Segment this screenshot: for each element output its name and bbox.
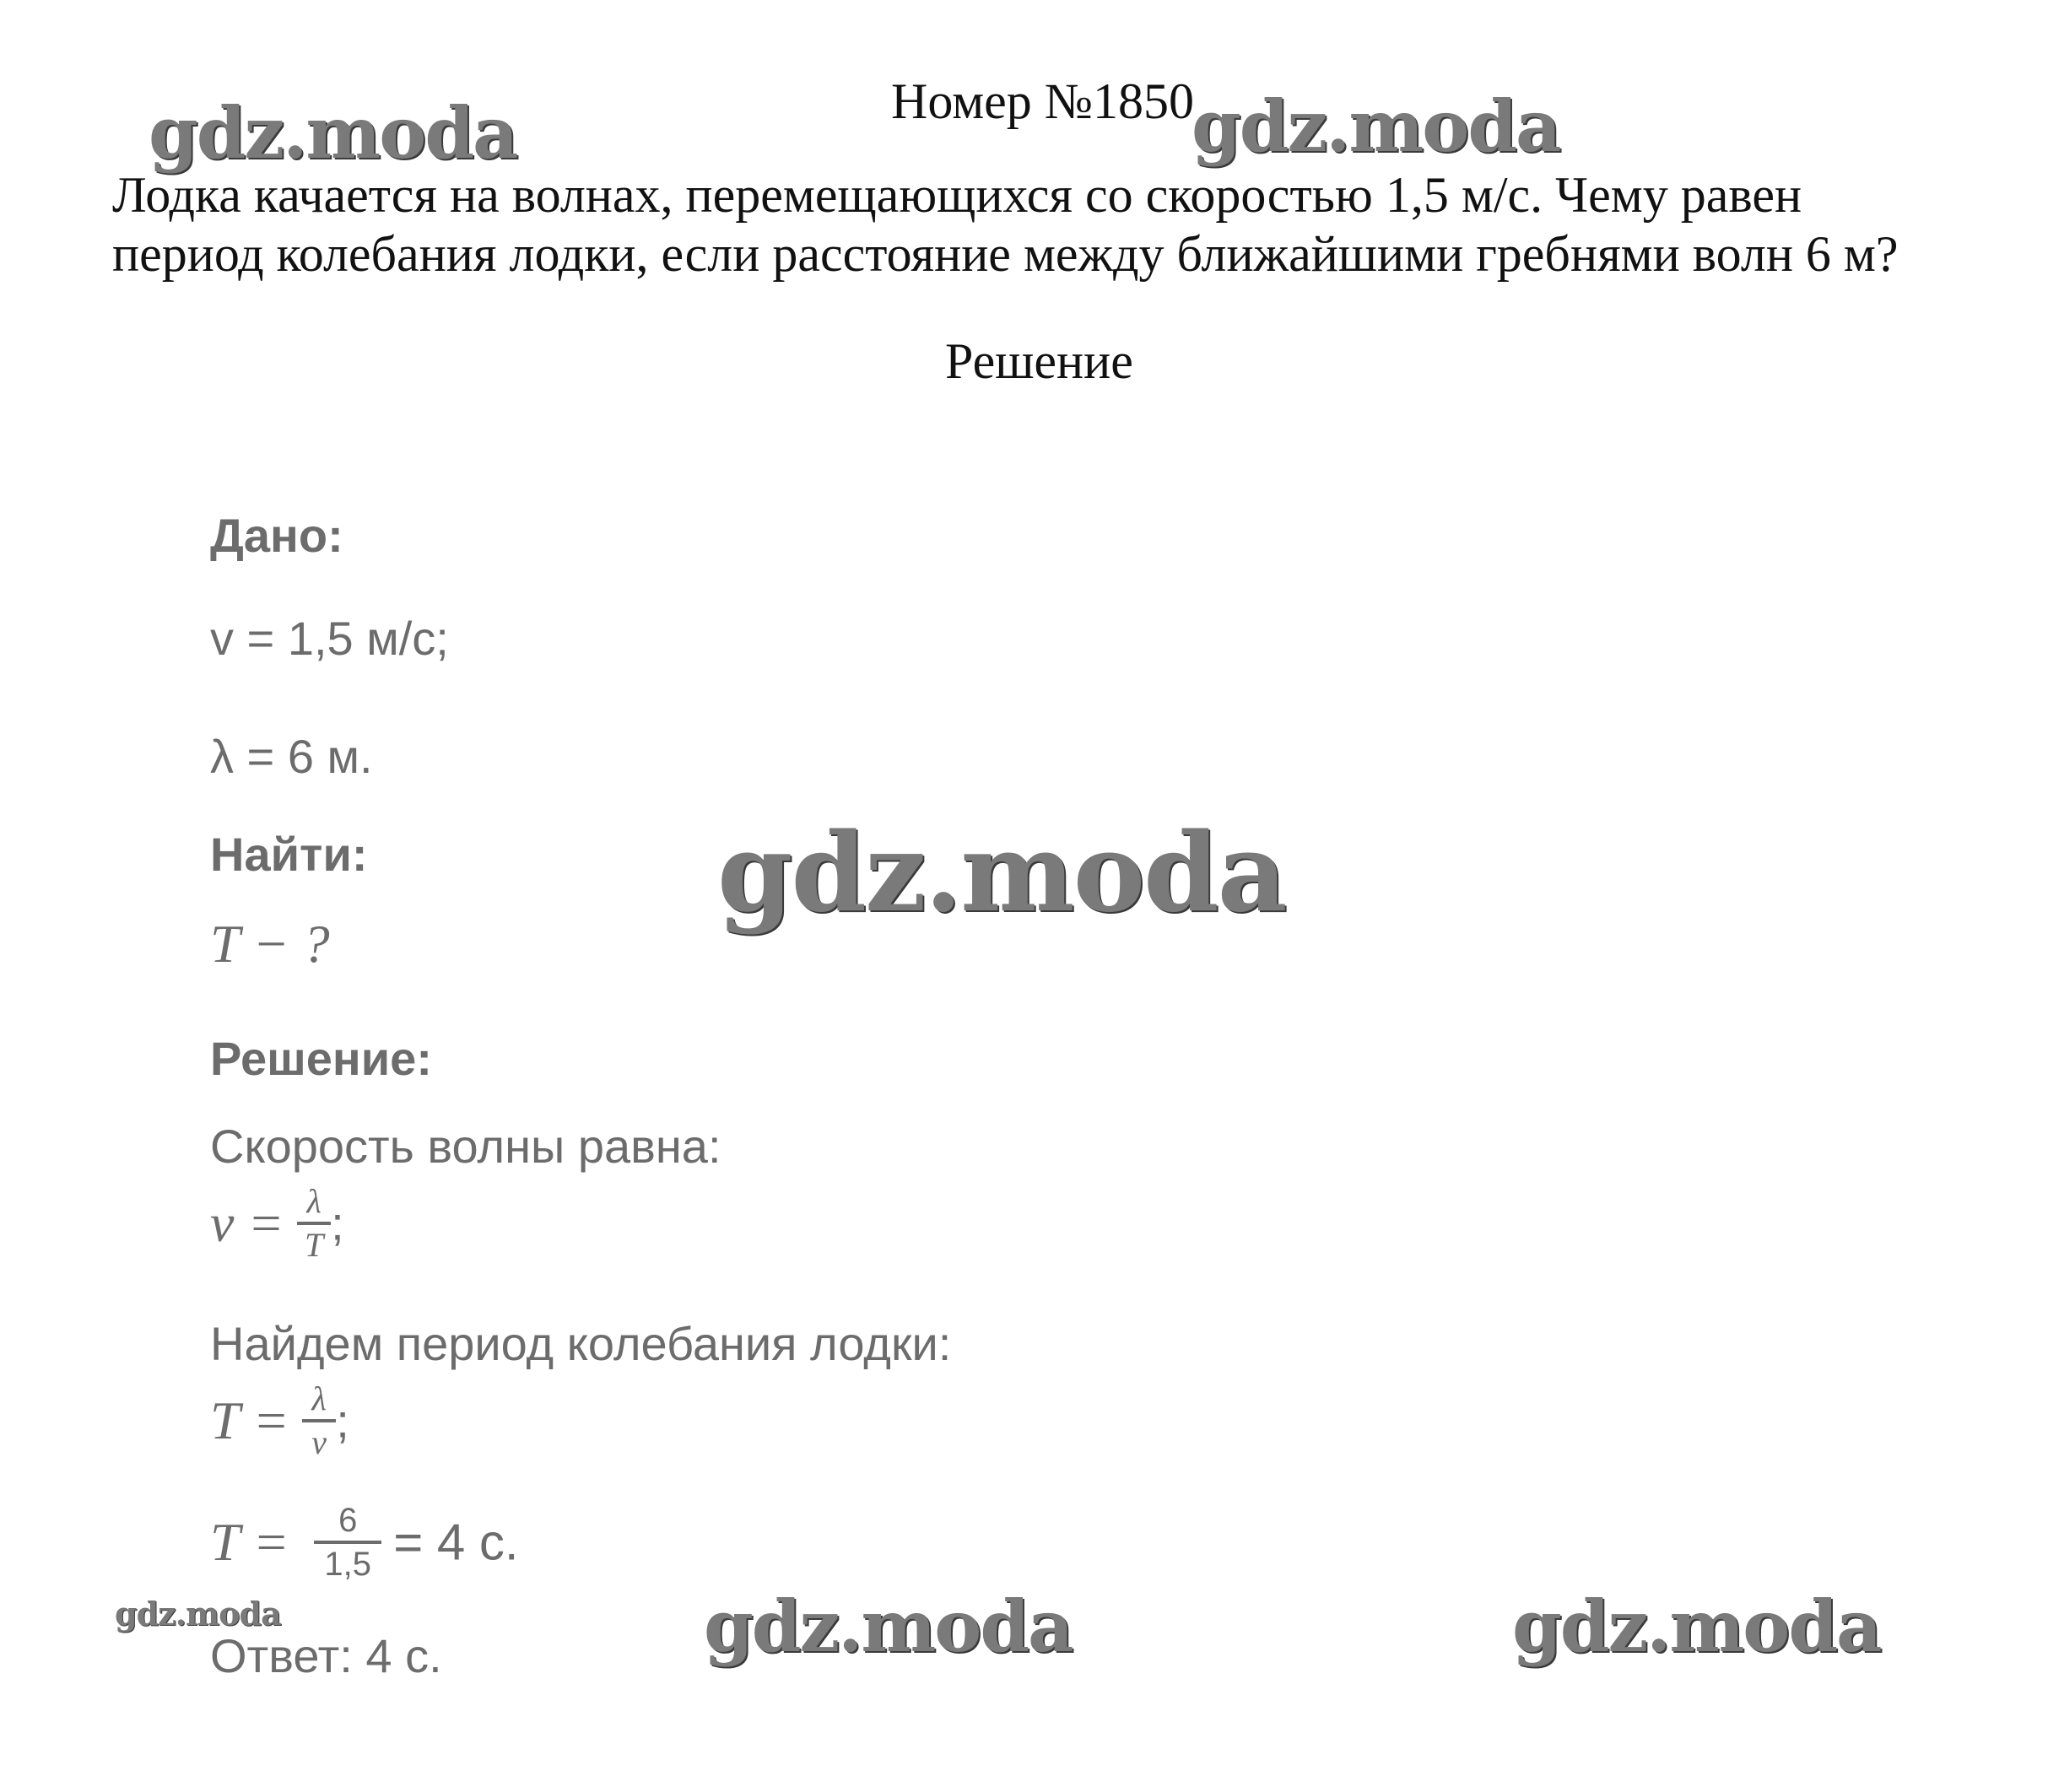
watermark-bottom-right: gdz.moda bbox=[1512, 1584, 1881, 1668]
fraction-6-over-1-5: $\frac{6}{1,5}$ bbox=[314, 1503, 381, 1581]
answer: Ответ: 4 с. bbox=[210, 1629, 442, 1682]
watermark-top-right: gdz.moda bbox=[1192, 84, 1560, 168]
problem-statement bbox=[112, 165, 1952, 283]
watermark-top-left: gdz.moda bbox=[149, 91, 517, 175]
formula-period: T = $\frac{\lambda}{v}$ ; bbox=[210, 1379, 349, 1461]
find-value: T − ? bbox=[210, 914, 330, 974]
given-wavelength: λ = 6 м. bbox=[210, 730, 373, 783]
given-velocity: v = 1,5 м/с; bbox=[210, 612, 449, 665]
formula-velocity: v = $\frac{\lambda}{T}$ ; bbox=[210, 1182, 344, 1264]
fraction-lambda-over-t: $\frac{\lambda}{T}$ bbox=[297, 1185, 331, 1262]
solution-text-1: Скорость волны равна: bbox=[210, 1120, 721, 1173]
fraction-lambda-over-v: $\frac{\lambda}{v}$ bbox=[302, 1382, 336, 1460]
problem-line-2: период колебания лодки, если расстояние между ближайшими гребнями волн 6 м? bbox=[112, 226, 1899, 282]
problem-line-1: Лодка качается на волнах, перемещающихся со скоростью 1,5 м/с. Чему равен bbox=[112, 167, 1802, 223]
given-label: Дано: bbox=[210, 509, 343, 562]
solution-text-2: Найдем период колебания лодки: bbox=[210, 1317, 952, 1370]
watermark-bottom-center: gdz.moda bbox=[704, 1584, 1073, 1668]
formula-result: T = $\frac{6}{1,5}$ = 4 с. bbox=[210, 1502, 519, 1583]
find-label: Найти: bbox=[210, 828, 368, 881]
watermark-small: gdz.moda bbox=[115, 1595, 281, 1633]
watermark-center: gdz.moda bbox=[717, 810, 1286, 936]
solution-label: Решение: bbox=[210, 1032, 432, 1085]
